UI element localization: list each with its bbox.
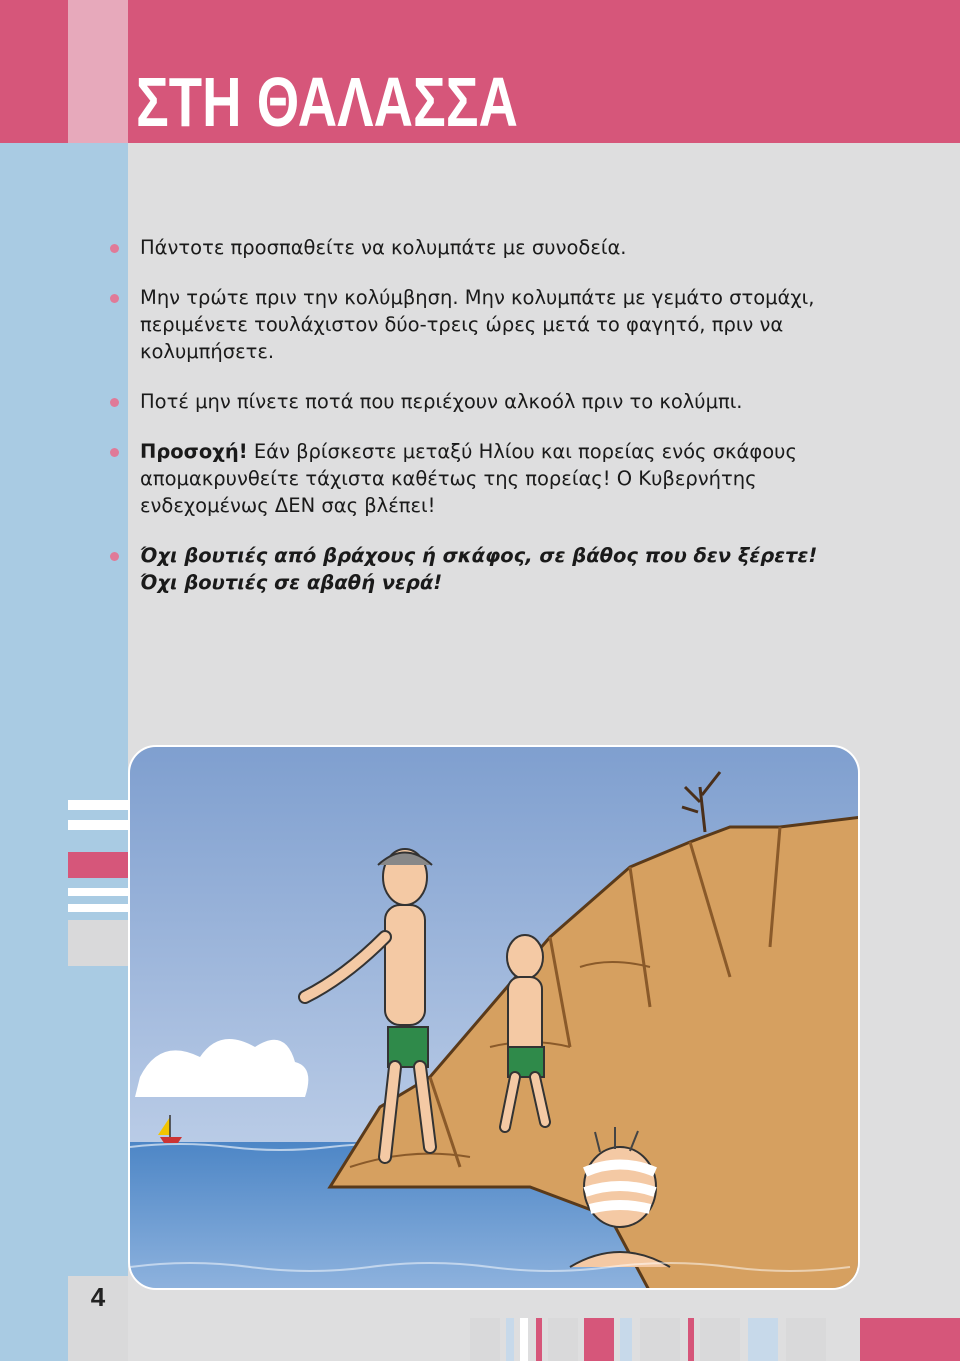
footer-bar xyxy=(860,1318,960,1361)
page-title: ΣΤΗ ΘΑΛΑΣΣΑ xyxy=(136,63,518,141)
header-accent-strip xyxy=(68,0,128,143)
beach-illustration xyxy=(128,745,860,1290)
bullet-item: Προσοχή! Εάν βρίσκεστε μεταξύ Ηλίου και πορείας ενός σκάφους απομακρυνθείτε τάχιστα καθέτως της πορείας! Ο Κυβερνήτης ενδεχομένως ΔΕΝ σας βλέπει! xyxy=(110,438,870,519)
bullet-item: Πάντοτε προσπαθείτε να κολυμπάτε με συνοδεία. xyxy=(110,234,870,261)
footer-bar xyxy=(536,1318,542,1361)
footer-bar xyxy=(640,1318,680,1361)
left-color-band xyxy=(0,0,128,1361)
footer-bar xyxy=(620,1318,632,1361)
decor-grey-block xyxy=(68,920,128,966)
page-number: 4 xyxy=(90,1282,106,1312)
bullet-item: Μην τρώτε πριν την κολύμβηση. Μην κολυμπάτε με γεμάτο στομάχι, περιμένετε τουλάχιστον δύο-τρεις ώρες μετά το φαγητό, πριν να κολυμπήσετε. xyxy=(110,284,870,365)
footer-bar xyxy=(688,1318,694,1361)
warning-lead: Προσοχή! xyxy=(140,440,248,463)
footer-bar xyxy=(470,1318,500,1361)
bullet-item: Ποτέ μην πίνετε ποτά που περιέχουν αλκοόλ πριν το κολύμπι. xyxy=(110,388,870,415)
decor-pink-block xyxy=(68,852,128,878)
cartoon-scene-svg xyxy=(130,747,860,1290)
safety-bullet-list xyxy=(110,234,870,619)
decor-stripe xyxy=(68,800,128,810)
footer-bar xyxy=(748,1318,778,1361)
footer-bar xyxy=(700,1318,740,1361)
footer-bar xyxy=(786,1318,826,1361)
decor-stripe xyxy=(68,904,128,912)
bullet-item-emphasis: Όχι βουτιές από βράχους ή σκάφος, σε βάθος που δεν ξέρετε! Όχι βουτιές σε αβαθή νερά! xyxy=(110,542,870,596)
footer-bar xyxy=(520,1318,528,1361)
footer-bar xyxy=(506,1318,514,1361)
decor-stripe xyxy=(68,888,128,896)
footer-bar xyxy=(548,1318,578,1361)
footer-bar xyxy=(584,1318,614,1361)
decor-stripe xyxy=(68,820,128,830)
